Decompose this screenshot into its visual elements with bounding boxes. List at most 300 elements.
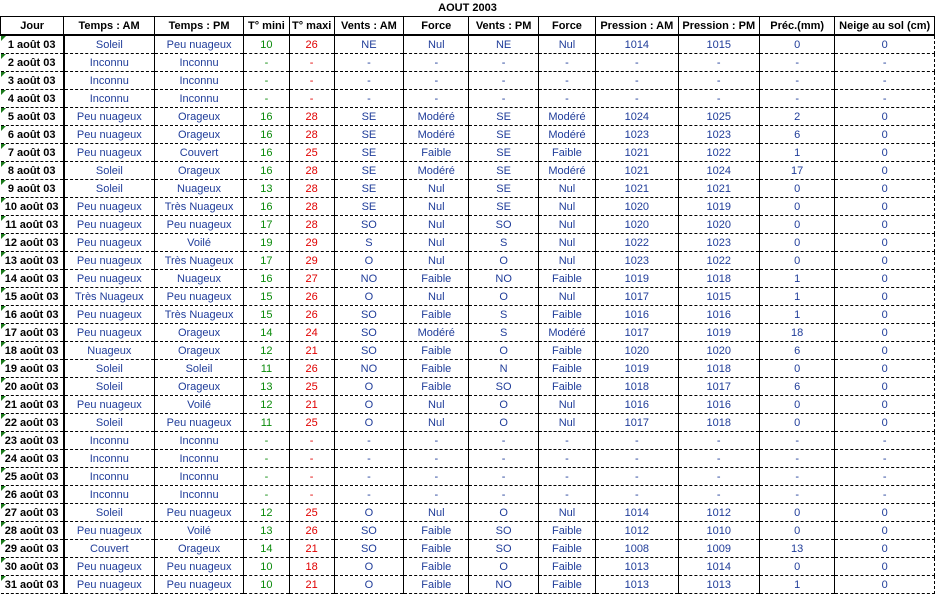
table-cell[interactable]: Faible [404,270,469,288]
table-cell[interactable]: - [538,468,595,486]
table-cell[interactable]: 26 [289,306,334,324]
table-cell[interactable]: Nul [404,198,469,216]
table-cell[interactable]: Très Nuageux [64,288,154,306]
table-cell[interactable]: Faible [538,144,595,162]
table-cell[interactable]: SO [469,216,538,234]
table-cell[interactable]: - [334,90,403,108]
table-cell[interactable]: Peu nuageux [154,216,243,234]
column-header[interactable]: T° mini [244,17,289,36]
table-cell[interactable]: - [469,450,538,468]
table-cell[interactable]: Voilé [154,396,243,414]
table-cell[interactable]: 16 [244,198,289,216]
table-cell[interactable]: SE [334,180,403,198]
table-cell[interactable]: Nul [404,288,469,306]
table-cell[interactable]: 16 [244,126,289,144]
table-cell[interactable]: SO [469,540,538,558]
table-cell[interactable]: SE [469,198,538,216]
table-cell[interactable]: - [835,432,935,450]
table-cell[interactable]: - [596,432,678,450]
table-cell[interactable]: SO [334,216,403,234]
table-cell[interactable]: 0 [835,324,935,342]
table-cell[interactable]: 1018 [678,414,759,432]
table-cell[interactable]: 1017 [596,288,678,306]
table-cell[interactable]: Inconnu [154,90,243,108]
table-cell[interactable]: 1016 [678,396,759,414]
table-cell[interactable]: - [759,90,834,108]
table-cell[interactable]: Faible [404,378,469,396]
table-cell[interactable]: Peu nuageux [154,35,243,54]
table-cell[interactable]: Couvert [64,540,154,558]
table-cell[interactable]: - [404,54,469,72]
date-cell[interactable]: 20 août 03 [1,378,64,396]
table-cell[interactable]: Faible [404,576,469,594]
table-cell[interactable]: 21 [289,576,334,594]
table-cell[interactable]: - [759,54,834,72]
date-cell[interactable]: 26 août 03 [1,486,64,504]
table-cell[interactable]: - [289,486,334,504]
table-cell[interactable]: 21 [289,342,334,360]
column-header[interactable]: T° maxi [289,17,334,36]
table-cell[interactable]: 28 [289,180,334,198]
table-cell[interactable]: Modéré [404,126,469,144]
table-cell[interactable]: 13 [244,180,289,198]
table-cell[interactable]: Peu nuageux [64,576,154,594]
table-cell[interactable]: Peu nuageux [154,288,243,306]
table-cell[interactable]: Peu nuageux [64,252,154,270]
table-cell[interactable]: Peu nuageux [154,504,243,522]
table-cell[interactable]: SO [334,306,403,324]
table-cell[interactable]: 1022 [596,234,678,252]
table-cell[interactable]: - [334,72,403,90]
table-cell[interactable]: 6 [759,378,834,396]
table-cell[interactable]: 1009 [678,540,759,558]
table-cell[interactable]: 0 [759,522,834,540]
table-cell[interactable]: Nul [538,234,595,252]
table-cell[interactable]: Soleil [64,504,154,522]
table-cell[interactable]: O [469,414,538,432]
date-cell[interactable]: 24 août 03 [1,450,64,468]
table-cell[interactable]: 1013 [678,576,759,594]
table-cell[interactable]: Modéré [538,126,595,144]
table-cell[interactable]: 11 [244,414,289,432]
date-cell[interactable]: 17 août 03 [1,324,64,342]
table-cell[interactable]: 0 [835,180,935,198]
table-cell[interactable]: 19 [244,234,289,252]
table-cell[interactable]: Voilé [154,522,243,540]
table-cell[interactable]: Orageux [154,162,243,180]
table-cell[interactable]: - [244,486,289,504]
date-cell[interactable]: 25 août 03 [1,468,64,486]
column-header[interactable]: Vents : PM [469,17,538,36]
table-cell[interactable]: - [334,486,403,504]
table-cell[interactable]: Modéré [404,108,469,126]
table-cell[interactable]: Orageux [154,540,243,558]
table-cell[interactable]: 12 [244,504,289,522]
column-header[interactable]: Préc.(mm) [759,17,834,36]
table-cell[interactable]: SO [334,522,403,540]
table-cell[interactable]: Faible [538,540,595,558]
date-cell[interactable]: 14 août 03 [1,270,64,288]
table-cell[interactable]: 0 [835,198,935,216]
table-cell[interactable]: 16 [244,270,289,288]
table-cell[interactable]: 1014 [596,504,678,522]
table-cell[interactable]: - [596,468,678,486]
date-cell[interactable]: 3 août 03 [1,72,64,90]
table-cell[interactable]: 0 [835,35,935,54]
table-cell[interactable]: O [469,558,538,576]
table-cell[interactable]: 0 [759,558,834,576]
table-cell[interactable]: 16 [244,108,289,126]
table-cell[interactable]: - [538,486,595,504]
table-cell[interactable]: O [334,558,403,576]
table-cell[interactable]: Faible [538,378,595,396]
table-cell[interactable]: 18 [759,324,834,342]
table-cell[interactable]: Soleil [64,360,154,378]
table-cell[interactable]: Nul [538,396,595,414]
table-cell[interactable]: SE [469,180,538,198]
table-cell[interactable]: Orageux [154,378,243,396]
table-cell[interactable]: 26 [289,288,334,306]
table-cell[interactable]: 1025 [678,108,759,126]
table-cell[interactable]: 0 [835,522,935,540]
date-cell[interactable]: 31 août 03 [1,576,64,594]
table-cell[interactable]: - [596,72,678,90]
table-cell[interactable]: Orageux [154,108,243,126]
table-cell[interactable]: Peu nuageux [64,558,154,576]
table-cell[interactable]: 28 [289,216,334,234]
table-cell[interactable]: - [289,72,334,90]
table-cell[interactable]: 1020 [678,342,759,360]
table-cell[interactable]: - [835,72,935,90]
table-cell[interactable]: - [759,468,834,486]
table-cell[interactable]: S [334,234,403,252]
table-cell[interactable]: 0 [759,252,834,270]
table-cell[interactable]: 0 [835,252,935,270]
table-cell[interactable]: - [404,432,469,450]
table-cell[interactable]: 0 [835,504,935,522]
table-cell[interactable]: O [469,342,538,360]
table-cell[interactable]: Nul [404,35,469,54]
column-header[interactable]: Temps : PM [154,17,243,36]
table-cell[interactable]: Très Nuageux [154,252,243,270]
table-cell[interactable]: SE [469,144,538,162]
table-cell[interactable]: Nul [404,414,469,432]
table-cell[interactable]: 1024 [678,162,759,180]
table-cell[interactable]: 26 [289,360,334,378]
table-cell[interactable]: 13 [759,540,834,558]
table-cell[interactable]: 12 [244,396,289,414]
table-cell[interactable]: 1018 [678,270,759,288]
table-cell[interactable]: 0 [835,378,935,396]
date-cell[interactable]: 4 août 03 [1,90,64,108]
table-cell[interactable]: N [469,360,538,378]
table-cell[interactable]: 0 [759,234,834,252]
table-cell[interactable]: 1020 [596,216,678,234]
table-cell[interactable]: 1023 [596,126,678,144]
date-cell[interactable]: 5 août 03 [1,108,64,126]
date-cell[interactable]: 27 août 03 [1,504,64,522]
table-cell[interactable]: Nuageux [154,180,243,198]
table-cell[interactable]: SE [334,144,403,162]
table-cell[interactable]: 0 [759,35,834,54]
table-cell[interactable]: 28 [289,126,334,144]
date-cell[interactable]: 10 août 03 [1,198,64,216]
table-cell[interactable]: 1021 [596,162,678,180]
table-cell[interactable]: 1016 [596,306,678,324]
table-cell[interactable]: 1018 [596,378,678,396]
table-cell[interactable]: 25 [289,144,334,162]
table-cell[interactable]: NO [469,270,538,288]
table-cell[interactable]: Orageux [154,324,243,342]
table-cell[interactable]: Soleil [64,35,154,54]
date-cell[interactable]: 12 août 03 [1,234,64,252]
table-cell[interactable]: Nuageux [154,270,243,288]
table-cell[interactable]: - [596,486,678,504]
table-cell[interactable]: 0 [835,558,935,576]
table-cell[interactable]: 25 [289,504,334,522]
table-cell[interactable]: O [469,288,538,306]
table-cell[interactable]: 1013 [596,558,678,576]
date-cell[interactable]: 8 août 03 [1,162,64,180]
table-cell[interactable]: Nul [404,234,469,252]
table-cell[interactable]: O [334,252,403,270]
table-cell[interactable]: 14 [244,324,289,342]
table-cell[interactable]: S [469,306,538,324]
date-cell[interactable]: 23 août 03 [1,432,64,450]
table-cell[interactable]: Peu nuageux [154,414,243,432]
table-cell[interactable]: 1012 [678,504,759,522]
table-cell[interactable]: - [835,468,935,486]
table-cell[interactable]: 0 [835,540,935,558]
table-cell[interactable]: 29 [289,234,334,252]
table-cell[interactable]: SE [469,126,538,144]
table-cell[interactable]: Faible [538,306,595,324]
table-cell[interactable]: Inconnu [64,72,154,90]
table-cell[interactable]: - [538,72,595,90]
table-cell[interactable]: 1013 [596,576,678,594]
table-cell[interactable]: Faible [538,270,595,288]
table-cell[interactable]: O [469,504,538,522]
table-cell[interactable]: - [759,72,834,90]
column-header[interactable]: Pression : AM [596,17,678,36]
table-cell[interactable]: 15 [244,306,289,324]
table-cell[interactable]: Inconnu [64,450,154,468]
table-cell[interactable]: - [244,54,289,72]
table-cell[interactable]: SO [334,342,403,360]
table-cell[interactable]: SO [469,378,538,396]
table-cell[interactable]: - [404,90,469,108]
table-cell[interactable]: - [244,72,289,90]
table-cell[interactable]: - [289,54,334,72]
table-cell[interactable]: Faible [404,540,469,558]
table-cell[interactable]: 17 [759,162,834,180]
table-cell[interactable]: - [244,450,289,468]
table-cell[interactable]: Inconnu [154,72,243,90]
column-header[interactable]: Force [404,17,469,36]
table-cell[interactable]: 12 [244,342,289,360]
table-cell[interactable]: 1016 [596,396,678,414]
table-cell[interactable]: - [289,450,334,468]
table-cell[interactable]: - [469,468,538,486]
table-cell[interactable]: - [469,486,538,504]
table-cell[interactable]: Faible [538,342,595,360]
table-cell[interactable]: - [289,90,334,108]
date-cell[interactable]: 16 août 03 [1,306,64,324]
table-cell[interactable]: Nul [404,396,469,414]
column-header[interactable]: Jour [1,17,64,36]
table-cell[interactable]: NE [334,35,403,54]
table-cell[interactable]: 21 [289,396,334,414]
table-cell[interactable]: 10 [244,576,289,594]
table-cell[interactable]: SE [334,162,403,180]
table-cell[interactable]: Faible [404,558,469,576]
table-cell[interactable]: Peu nuageux [64,396,154,414]
column-header[interactable]: Pression : PM [678,17,759,36]
table-cell[interactable]: - [538,432,595,450]
table-cell[interactable]: 1014 [596,35,678,54]
table-cell[interactable]: Soleil [64,378,154,396]
table-cell[interactable]: - [289,468,334,486]
table-cell[interactable]: - [835,90,935,108]
table-cell[interactable]: - [678,450,759,468]
table-cell[interactable]: 1022 [678,144,759,162]
column-header[interactable]: Vents : AM [334,17,403,36]
table-cell[interactable]: 1021 [678,180,759,198]
table-cell[interactable]: Nul [538,288,595,306]
table-cell[interactable]: 1014 [678,558,759,576]
table-cell[interactable]: 1010 [678,522,759,540]
table-cell[interactable]: - [596,450,678,468]
table-cell[interactable]: Inconnu [154,468,243,486]
table-cell[interactable]: Inconnu [154,432,243,450]
table-cell[interactable]: Peu nuageux [64,324,154,342]
table-cell[interactable]: - [334,432,403,450]
table-cell[interactable]: SE [469,162,538,180]
table-cell[interactable]: Nuageux [64,342,154,360]
table-cell[interactable]: Faible [404,360,469,378]
table-cell[interactable]: 1019 [596,270,678,288]
table-cell[interactable]: SO [334,324,403,342]
table-cell[interactable]: Orageux [154,342,243,360]
date-cell[interactable]: 18 août 03 [1,342,64,360]
table-cell[interactable]: - [678,486,759,504]
table-cell[interactable]: - [404,450,469,468]
table-cell[interactable]: 1021 [596,180,678,198]
table-cell[interactable]: - [538,54,595,72]
table-cell[interactable]: SE [469,108,538,126]
table-cell[interactable]: Modéré [538,324,595,342]
table-cell[interactable]: NE [469,35,538,54]
table-cell[interactable]: Nul [538,180,595,198]
table-cell[interactable]: - [835,450,935,468]
table-cell[interactable]: Faible [404,342,469,360]
table-cell[interactable]: 1023 [596,252,678,270]
table-cell[interactable]: 1017 [678,378,759,396]
table-cell[interactable]: Soleil [64,162,154,180]
table-cell[interactable]: Nul [538,414,595,432]
table-cell[interactable]: Inconnu [154,450,243,468]
table-cell[interactable]: Faible [404,306,469,324]
table-cell[interactable]: 1019 [678,324,759,342]
table-cell[interactable]: 28 [289,198,334,216]
table-cell[interactable]: 1 [759,306,834,324]
table-cell[interactable]: S [469,324,538,342]
table-cell[interactable]: 1 [759,270,834,288]
date-cell[interactable]: 2 août 03 [1,54,64,72]
table-cell[interactable]: - [678,90,759,108]
table-cell[interactable]: 1022 [678,252,759,270]
table-cell[interactable]: - [469,54,538,72]
table-cell[interactable]: Inconnu [64,54,154,72]
table-cell[interactable]: 1015 [678,288,759,306]
table-cell[interactable]: 1017 [596,324,678,342]
table-cell[interactable]: 29 [289,252,334,270]
table-cell[interactable]: 28 [289,162,334,180]
table-cell[interactable]: Soleil [154,360,243,378]
table-cell[interactable]: - [835,486,935,504]
table-cell[interactable]: Peu nuageux [154,558,243,576]
table-cell[interactable]: 1017 [596,414,678,432]
table-cell[interactable]: Inconnu [64,468,154,486]
column-header[interactable]: Neige au sol (cm) [835,17,935,36]
table-cell[interactable]: 6 [759,342,834,360]
date-cell[interactable]: 13 août 03 [1,252,64,270]
table-cell[interactable]: - [469,432,538,450]
table-cell[interactable]: 1019 [678,198,759,216]
table-cell[interactable]: Peu nuageux [64,198,154,216]
table-cell[interactable]: 1015 [678,35,759,54]
table-cell[interactable]: Modéré [538,162,595,180]
table-cell[interactable]: Faible [538,522,595,540]
table-cell[interactable]: 1 [759,576,834,594]
table-cell[interactable]: O [469,252,538,270]
table-cell[interactable]: Voilé [154,234,243,252]
table-cell[interactable]: Nul [404,180,469,198]
table-cell[interactable]: SO [334,540,403,558]
table-cell[interactable]: SE [334,126,403,144]
date-cell[interactable]: 9 août 03 [1,180,64,198]
table-cell[interactable]: Nul [404,252,469,270]
table-cell[interactable]: 27 [289,270,334,288]
table-cell[interactable]: Peu nuageux [64,522,154,540]
table-cell[interactable]: 1021 [596,144,678,162]
table-cell[interactable]: Soleil [64,180,154,198]
table-cell[interactable]: 0 [759,414,834,432]
table-cell[interactable]: Orageux [154,126,243,144]
table-cell[interactable]: - [244,432,289,450]
table-cell[interactable]: O [334,576,403,594]
table-cell[interactable]: NO [469,576,538,594]
date-cell[interactable]: 21 août 03 [1,396,64,414]
table-cell[interactable]: Nul [538,198,595,216]
table-cell[interactable]: Modéré [538,108,595,126]
table-cell[interactable]: - [596,54,678,72]
table-cell[interactable]: 0 [835,576,935,594]
table-cell[interactable]: SO [469,522,538,540]
table-cell[interactable]: - [334,54,403,72]
table-cell[interactable]: 0 [759,216,834,234]
table-cell[interactable]: - [244,90,289,108]
date-cell[interactable]: 30 août 03 [1,558,64,576]
table-cell[interactable]: - [759,450,834,468]
table-cell[interactable]: NO [334,360,403,378]
table-cell[interactable]: - [759,486,834,504]
table-cell[interactable]: 16 [244,144,289,162]
table-cell[interactable]: Soleil [64,414,154,432]
table-cell[interactable]: O [334,396,403,414]
table-cell[interactable]: - [538,450,595,468]
table-cell[interactable]: 1023 [678,126,759,144]
